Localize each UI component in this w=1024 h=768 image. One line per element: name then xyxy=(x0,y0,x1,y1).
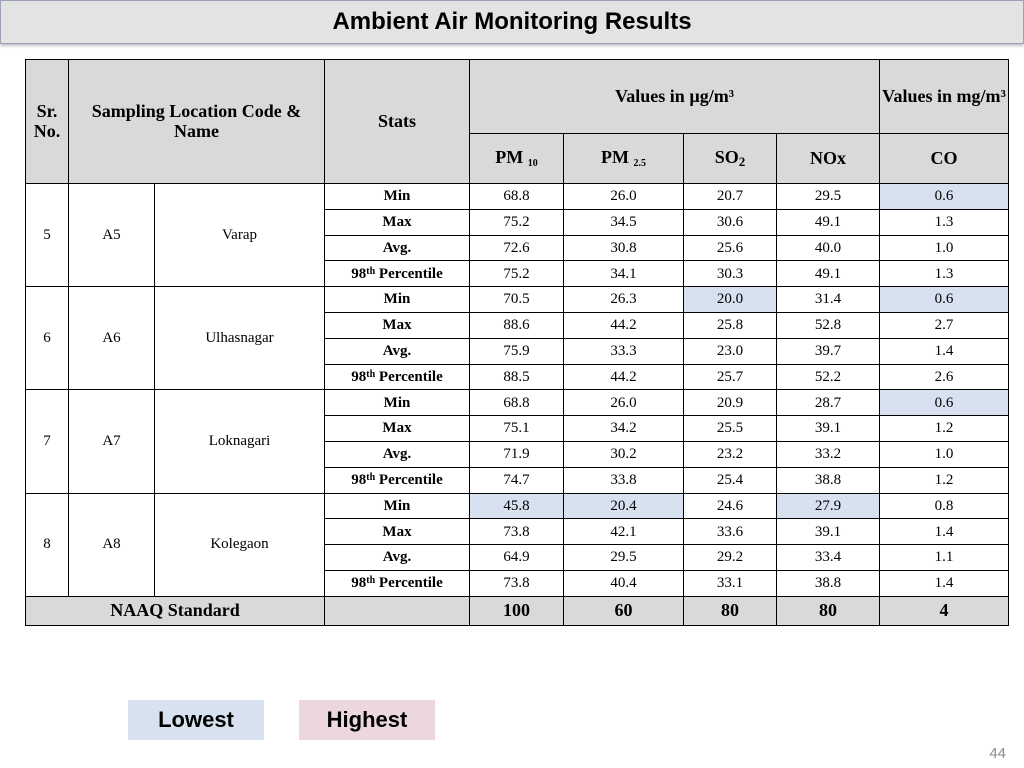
stat-label-max: Max xyxy=(325,209,470,235)
location-name-cell: Ulhasnagar xyxy=(155,287,325,390)
value-cell-co: 0.6 xyxy=(880,390,1009,416)
value-cell-pm25: 40.4 xyxy=(564,570,684,596)
value-cell-pm25: 30.8 xyxy=(564,235,684,261)
location-name-cell: Loknagari xyxy=(155,390,325,493)
header-location: Sampling Location Code & Name xyxy=(69,60,325,184)
standard-so2: 80 xyxy=(684,596,777,625)
value-cell-pm25: 33.8 xyxy=(564,467,684,493)
value-cell-pm10: 75.9 xyxy=(470,338,564,364)
legend-highest: Highest xyxy=(299,700,435,740)
header-nox: NOx xyxy=(777,134,880,184)
value-cell-nox: 52.8 xyxy=(777,312,880,338)
value-cell-pm25: 42.1 xyxy=(564,519,684,545)
value-cell-pm10: 68.8 xyxy=(470,184,564,210)
value-cell-pm25: 44.2 xyxy=(564,364,684,390)
header-stats: Stats xyxy=(325,60,470,184)
value-cell-so2: 25.6 xyxy=(684,235,777,261)
stat-label-avg: Avg. xyxy=(325,235,470,261)
value-cell-pm25: 34.5 xyxy=(564,209,684,235)
value-cell-so2: 29.2 xyxy=(684,545,777,571)
page-title: Ambient Air Monitoring Results xyxy=(0,0,1024,44)
value-cell-nox: 39.7 xyxy=(777,338,880,364)
value-cell-so2: 25.4 xyxy=(684,467,777,493)
value-cell-co: 1.1 xyxy=(880,545,1009,571)
standard-pm10: 100 xyxy=(470,596,564,625)
value-cell-so2: 33.6 xyxy=(684,519,777,545)
value-cell-so2: 25.7 xyxy=(684,364,777,390)
stat-label-min: Min xyxy=(325,493,470,519)
value-cell-co: 1.3 xyxy=(880,261,1009,287)
value-cell-so2: 25.5 xyxy=(684,416,777,442)
sr-no-cell: 5 xyxy=(26,184,69,287)
value-cell-nox: 49.1 xyxy=(777,261,880,287)
value-cell-pm25: 34.1 xyxy=(564,261,684,287)
sr-no-cell: 7 xyxy=(26,390,69,493)
value-cell-so2: 30.3 xyxy=(684,261,777,287)
stat-label-avg: Avg. xyxy=(325,545,470,571)
value-cell-pm25: 26.0 xyxy=(564,390,684,416)
value-cell-pm10: 64.9 xyxy=(470,545,564,571)
header-values-mg: Values in mg/m³ xyxy=(880,60,1009,134)
value-cell-nox: 49.1 xyxy=(777,209,880,235)
location-name-cell: Varap xyxy=(155,184,325,287)
value-cell-co: 0.6 xyxy=(880,287,1009,313)
value-cell-nox: 39.1 xyxy=(777,519,880,545)
table-row xyxy=(26,390,1009,416)
standard-label: NAAQ Standard xyxy=(26,596,325,625)
value-cell-nox: 31.4 xyxy=(777,287,880,313)
value-cell-co: 0.8 xyxy=(880,493,1009,519)
value-cell-co: 1.2 xyxy=(880,416,1009,442)
table-row xyxy=(26,493,1009,519)
value-cell-pm10: 75.2 xyxy=(470,261,564,287)
value-cell-co: 1.4 xyxy=(880,338,1009,364)
stat-label-p98: 98th Percentile xyxy=(325,364,470,390)
stat-label-min: Min xyxy=(325,184,470,210)
stat-label-max: Max xyxy=(325,312,470,338)
stat-label-p98: 98th Percentile xyxy=(325,570,470,596)
header-values-ug: Values in µg/m³ xyxy=(470,60,880,134)
stat-label-avg: Avg. xyxy=(325,338,470,364)
header-pm25: PM $_{2.5}$ xyxy=(564,134,684,184)
value-cell-pm10: 88.5 xyxy=(470,364,564,390)
value-cell-pm25: 30.2 xyxy=(564,441,684,467)
table-row xyxy=(26,287,1009,313)
standard-row xyxy=(26,596,1009,625)
value-cell-nox: 38.8 xyxy=(777,467,880,493)
value-cell-pm25: 33.3 xyxy=(564,338,684,364)
value-cell-so2: 24.6 xyxy=(684,493,777,519)
value-cell-co: 0.6 xyxy=(880,184,1009,210)
header-pm10: PM $_{10}$ xyxy=(470,134,564,184)
location-code-cell: A6 xyxy=(69,287,155,390)
value-cell-nox: 40.0 xyxy=(777,235,880,261)
standard-empty-cell xyxy=(325,596,470,625)
value-cell-pm10: 88.6 xyxy=(470,312,564,338)
stat-label-min: Min xyxy=(325,390,470,416)
value-cell-pm10: 74.7 xyxy=(470,467,564,493)
value-cell-pm10: 75.2 xyxy=(470,209,564,235)
value-cell-co: 1.4 xyxy=(880,519,1009,545)
standard-nox: 80 xyxy=(777,596,880,625)
value-cell-so2: 33.1 xyxy=(684,570,777,596)
value-cell-pm25: 34.2 xyxy=(564,416,684,442)
value-cell-co: 2.7 xyxy=(880,312,1009,338)
value-cell-so2: 25.8 xyxy=(684,312,777,338)
value-cell-nox: 28.7 xyxy=(777,390,880,416)
value-cell-co: 1.0 xyxy=(880,235,1009,261)
sr-no-cell: 8 xyxy=(26,493,69,596)
stat-label-max: Max xyxy=(325,519,470,545)
value-cell-nox: 27.9 xyxy=(777,493,880,519)
sr-no-cell: 6 xyxy=(26,287,69,390)
value-cell-pm10: 68.8 xyxy=(470,390,564,416)
location-code-cell: A5 xyxy=(69,184,155,287)
value-cell-co: 1.3 xyxy=(880,209,1009,235)
value-cell-pm10: 75.1 xyxy=(470,416,564,442)
location-code-cell: A8 xyxy=(69,493,155,596)
table-row xyxy=(26,184,1009,210)
stat-label-max: Max xyxy=(325,416,470,442)
value-cell-nox: 38.8 xyxy=(777,570,880,596)
value-cell-so2: 20.7 xyxy=(684,184,777,210)
air-monitoring-table xyxy=(25,59,1009,626)
stat-label-avg: Avg. xyxy=(325,441,470,467)
header-co: CO xyxy=(880,134,1009,184)
value-cell-nox: 52.2 xyxy=(777,364,880,390)
standard-pm25: 60 xyxy=(564,596,684,625)
value-cell-co: 2.6 xyxy=(880,364,1009,390)
value-cell-pm25: 20.4 xyxy=(564,493,684,519)
value-cell-co: 1.0 xyxy=(880,441,1009,467)
value-cell-pm10: 71.9 xyxy=(470,441,564,467)
value-cell-so2: 23.0 xyxy=(684,338,777,364)
value-cell-pm10: 45.8 xyxy=(470,493,564,519)
legend-lowest: Lowest xyxy=(128,700,264,740)
value-cell-pm10: 73.8 xyxy=(470,519,564,545)
stat-label-p98: 98th Percentile xyxy=(325,467,470,493)
value-cell-so2: 20.0 xyxy=(684,287,777,313)
value-cell-pm10: 73.8 xyxy=(470,570,564,596)
page-number: 44 xyxy=(989,745,1006,762)
value-cell-pm10: 72.6 xyxy=(470,235,564,261)
value-cell-so2: 30.6 xyxy=(684,209,777,235)
location-name-cell: Kolegaon xyxy=(155,493,325,596)
value-cell-so2: 20.9 xyxy=(684,390,777,416)
value-cell-pm25: 26.3 xyxy=(564,287,684,313)
value-cell-pm25: 26.0 xyxy=(564,184,684,210)
standard-co: 4 xyxy=(880,596,1009,625)
value-cell-nox: 33.2 xyxy=(777,441,880,467)
value-cell-nox: 39.1 xyxy=(777,416,880,442)
value-cell-nox: 29.5 xyxy=(777,184,880,210)
table-body xyxy=(26,184,1009,597)
stat-label-min: Min xyxy=(325,287,470,313)
value-cell-nox: 33.4 xyxy=(777,545,880,571)
value-cell-co: 1.4 xyxy=(880,570,1009,596)
value-cell-pm25: 29.5 xyxy=(564,545,684,571)
value-cell-so2: 23.2 xyxy=(684,441,777,467)
header-sr-no: Sr. No. xyxy=(26,60,69,184)
header-so2: $SO_2$ xyxy=(684,134,777,184)
stat-label-p98: 98th Percentile xyxy=(325,261,470,287)
location-code-cell: A7 xyxy=(69,390,155,493)
value-cell-pm25: 44.2 xyxy=(564,312,684,338)
value-cell-pm10: 70.5 xyxy=(470,287,564,313)
value-cell-co: 1.2 xyxy=(880,467,1009,493)
